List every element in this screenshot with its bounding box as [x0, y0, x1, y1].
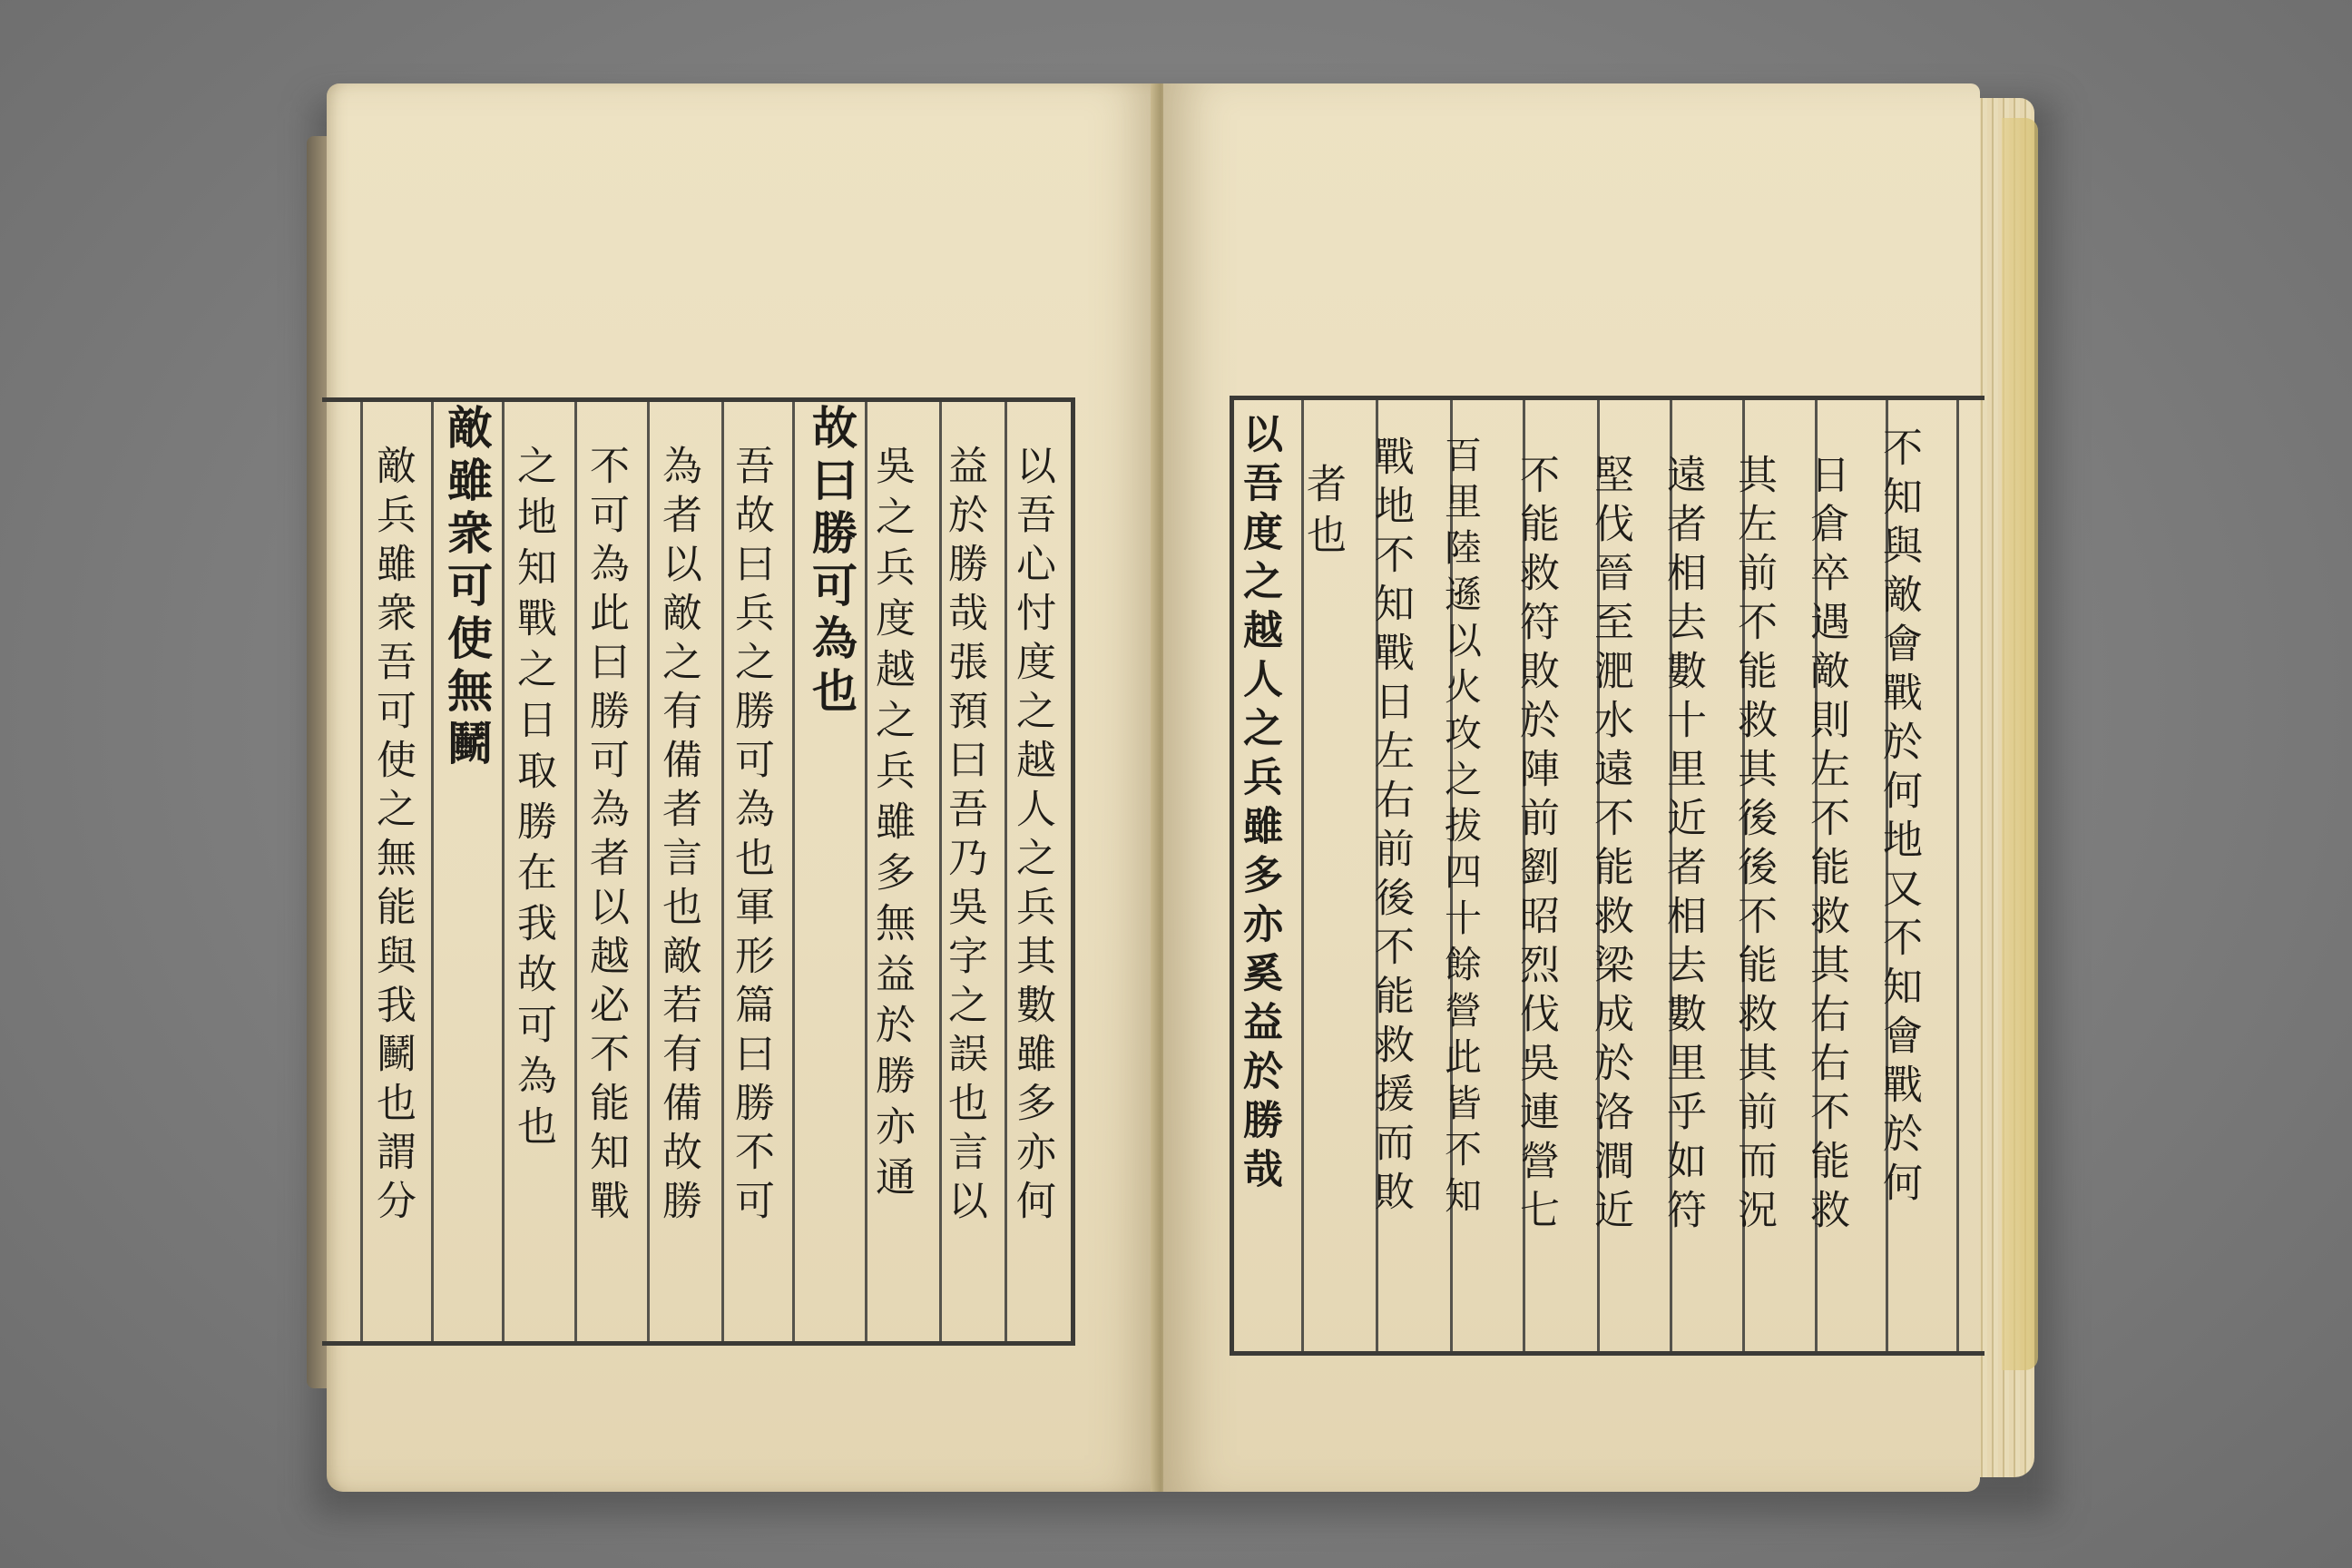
text-column: 故曰勝可為也: [805, 404, 858, 720]
page-edges-gilt: [2002, 118, 2038, 1370]
text-column: 日倉卒遇敵則左不能救其右右不能救: [1803, 454, 1849, 1238]
text-column: 之地知戰之日取勝在我故可為也: [510, 445, 556, 1156]
text-column: 不能救符敗於陣前劉昭烈伐吳連營七: [1513, 454, 1559, 1238]
column-rule: [792, 402, 795, 1341]
column-rule: [1956, 400, 1959, 1351]
text-column: 者也: [1299, 463, 1346, 564]
text-column: 堅伐晉至淝水遠不能救梁成於洛澗近: [1587, 454, 1633, 1238]
text-column: 戰地不知戰日左右前後不能救援而敗: [1367, 436, 1414, 1220]
text-column: 吾故曰兵之勝可為也軍形篇曰勝不可: [728, 445, 774, 1229]
text-column: 其左前不能救其後後不能救其前而況: [1730, 454, 1777, 1238]
text-column: 以吾心忖度之越人之兵其數雖多亦何: [1009, 445, 1055, 1229]
text-column: 不可為此曰勝可為者以越必不能知戰: [583, 445, 629, 1229]
text-column: 吳之兵度越之兵雖多無益於勝亦通: [868, 445, 915, 1207]
text-column: 益於勝哉張預曰吾乃吳字之誤也言以: [941, 445, 987, 1229]
text-column: 遠者相去數十里近者相去數里乎如符: [1660, 454, 1706, 1238]
text-column: 百里陸遜以火攻之拔四十餘營此皆不知: [1438, 436, 1482, 1222]
text-column: 敵雖衆可使無鬭: [440, 404, 494, 772]
text-column: 敵兵雖衆吾可使之無能與我鬭也謂分: [369, 445, 416, 1229]
text-column: 不知與敵會戰於何地又不知會戰於何: [1876, 426, 1922, 1210]
text-column: 以吾度之越人之兵雖多亦奚益於勝哉: [1236, 413, 1282, 1197]
text-column: 為者以敵之有備者言也敵若有備故勝: [655, 445, 701, 1229]
